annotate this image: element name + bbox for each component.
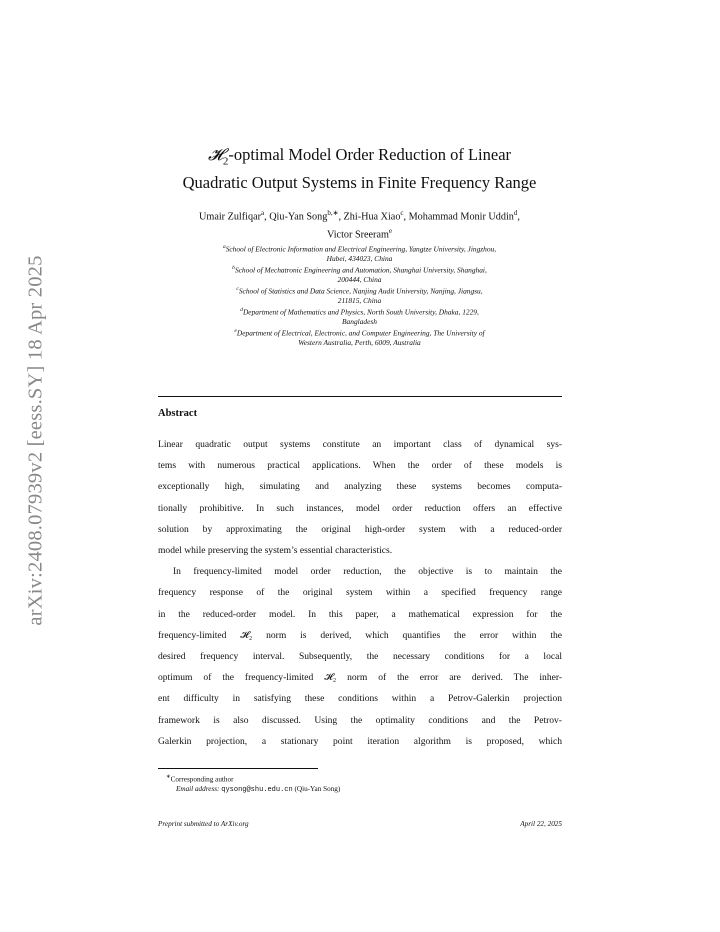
author-mark: c: [400, 209, 404, 217]
affiliation-e: [158, 327, 561, 348]
abstract-line: model while preserving the system’s essential characteristics.: [158, 545, 393, 557]
abstract-line: Galerkin projection, a stationary point iteration algorithm is proposed, which: [158, 735, 562, 747]
affiliation-list: [158, 243, 561, 347]
affiliation-line: School of Mechatronic Engineering and Automation, Shanghai University, Shanghai,: [234, 265, 487, 275]
footnote-corresponding: [166, 772, 340, 784]
footnote-mark: ∗: [166, 774, 171, 780]
affiliation-b: [158, 264, 561, 285]
affiliation-mark: d: [240, 306, 243, 313]
affiliation-line: School of Statistics and Data Science, Nanjing Audit University, Nanjing, Jiangsu,: [238, 286, 483, 296]
author-name: Umair Zulfiqar: [199, 211, 261, 223]
affiliation-line: Bangladesh: [342, 316, 377, 326]
abstract-paragraph-1: [158, 434, 562, 561]
abstract-line: solution by approximating the original high-order system with a reduced-order: [158, 523, 562, 535]
abstract-line: frequency-limited 𝓗₂ norm is derived, which quantifies the error within the: [158, 629, 562, 641]
author-mark: b,∗: [327, 209, 339, 217]
author-line-2: [158, 224, 561, 242]
title-symbol: 𝓗: [207, 145, 223, 164]
affiliation-line: Western Australia, Perth, 6009, Australia: [298, 337, 421, 347]
author-line-1: Umair Zulfiqar$^a$, Qiu-Yan Song$^{b,∗}$, Zhi-Hua Xiao$^c$, Mohammad Monir Uddin$^d$,: [199, 209, 520, 223]
abstract-body: [158, 434, 562, 752]
affiliation-a: [158, 243, 561, 264]
footnote-email-line: [166, 784, 340, 795]
abstract-line: exceptionally high, simulating and analyzing these systems becomes computa-: [158, 481, 562, 493]
author-list: [158, 206, 561, 243]
affiliation-mark: b: [232, 264, 235, 271]
affiliation-mark: c: [236, 285, 239, 292]
email-link[interactable]: qysong@shu.edu.cn: [221, 786, 293, 795]
affiliation-mark: e: [234, 327, 237, 334]
author-name: Qiu-Yan Song: [269, 211, 328, 223]
title-line-2: Quadratic Output Systems in Finite Frequency Range: [182, 173, 537, 193]
abstract-paragraph-2: [158, 561, 562, 752]
abstract-line: desired frequency interval. Subsequently, the necessary conditions for a local: [158, 651, 562, 663]
abstract-line: ent difficulty in satisfying these conditions within a Petrov-Galerkin projection: [158, 693, 562, 705]
preprint-date: April 22, 2025: [520, 820, 562, 828]
affiliation-d: [158, 306, 561, 327]
author-mark: e: [388, 227, 392, 236]
affiliation-c: [158, 285, 561, 306]
title-subscript: 2: [222, 155, 229, 168]
author-mark: d: [513, 209, 518, 217]
abstract-line: optimum of the frequency-limited 𝓗₂ norm of the error are derived. The inher-: [158, 672, 562, 684]
affiliation-line: Department of Mathematics and Physics, North South University, Dhaka, 1229,: [242, 307, 479, 317]
abstract-line: In frequency-limited model order reduction, the objective is to maintain the: [173, 566, 562, 578]
author-name: Zhi-Hua Xiao: [343, 211, 401, 223]
affiliation-line: Hubei, 434023, China: [326, 254, 393, 264]
abstract-line: in the reduced-order model. In this paper, a mathematical expression for the: [158, 608, 562, 620]
abstract-top-rule: [158, 396, 562, 397]
arxiv-identifier: arXiv:2408.07939v2 [eess.SY] 18 Apr 2025: [24, 254, 47, 626]
affiliation-line: Department of Electrical, Electronic, and Computer Engineering, The University of: [236, 327, 485, 337]
preprint-note: Preprint submitted to ArXiv.org: [158, 820, 249, 828]
email-label: Email address:: [176, 785, 220, 794]
author-name: Victor Sreeram: [326, 229, 389, 241]
footnote: [166, 772, 340, 795]
abstract-line: tionally prohibitive. In such instances, model order reduction offers an effective: [158, 502, 562, 514]
abstract-line: frequency response of the original system within a specified frequency range: [158, 587, 562, 599]
affiliation-line: 211815, China: [337, 295, 382, 305]
affiliation-mark: a: [222, 244, 226, 250]
abstract-line: Linear quadratic output systems constitute an important class of dynamical sys-: [158, 439, 562, 450]
author-mark: a: [261, 209, 265, 217]
abstract-heading: Abstract: [158, 408, 198, 419]
abstract-line: framework is also discussed. Using the optimality conditions and the Petrov-: [158, 714, 562, 726]
affiliation-line: 200444, China: [337, 275, 382, 285]
footnote-corresponding-text: Corresponding author: [170, 775, 234, 784]
affiliation-line: School of Electronic Information and Electrical Engineering, Yangtze University, Jingzhou,: [225, 244, 497, 254]
abstract-line: tems with numerous practical applications. When the order of these models is: [158, 460, 562, 472]
email-owner: (Qiu-Yan Song): [294, 785, 341, 794]
author-name: Mohammad Monir Uddin: [408, 211, 514, 223]
paper-title: [158, 144, 561, 194]
footnote-rule: [158, 768, 318, 769]
title-line-1: [158, 144, 561, 172]
arxiv-side-stamp: [17, 240, 55, 640]
title-line-1-text: -optimal Model Order Reduction of Linear: [228, 145, 512, 164]
